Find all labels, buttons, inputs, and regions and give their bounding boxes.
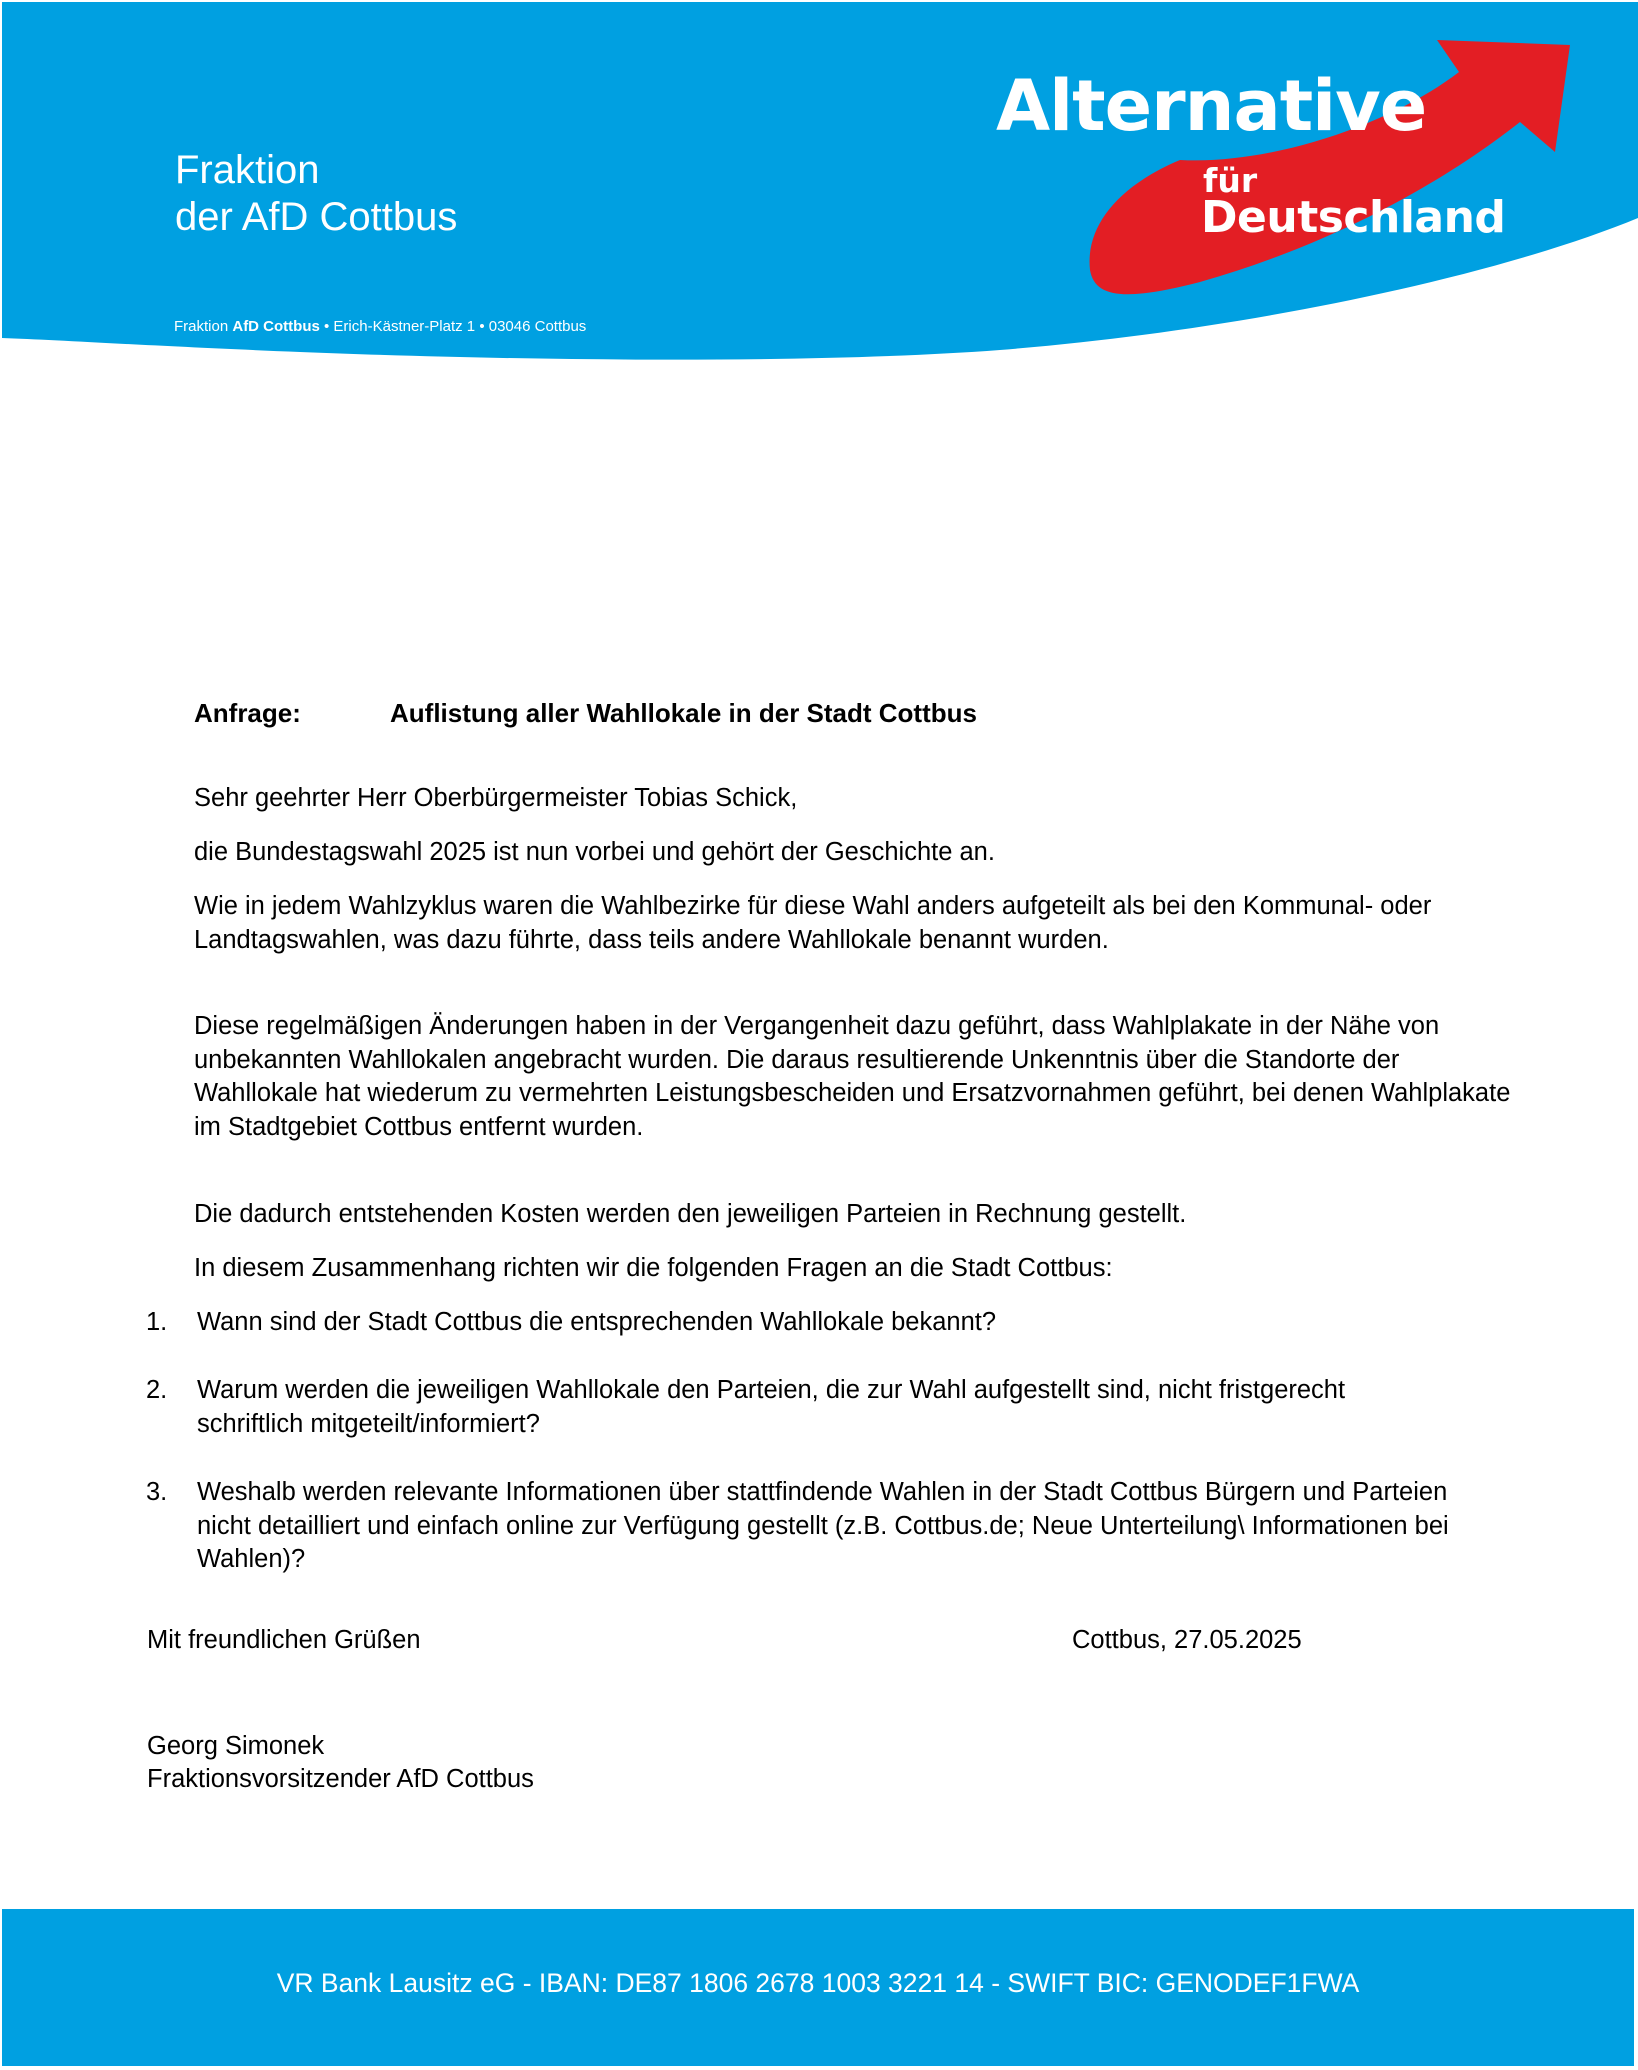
logo-word-fuer: für	[1203, 161, 1258, 200]
logo-word-alternative: Alternative	[996, 65, 1427, 147]
header-address	[174, 318, 586, 335]
signer-name: Georg Simonek	[147, 1732, 325, 1760]
question-1-text: Wann sind der Stadt Cottbus die entsprechenden Wahllokale bekannt?	[197, 1308, 997, 1336]
question-3-number: 3.	[146, 1478, 168, 1506]
footer-band	[2, 1909, 1634, 2066]
address-prefix: Fraktion	[174, 318, 233, 335]
paragraph-5: In diesem Zusammenhang richten wir die folgenden Fragen an die Stadt Cottbus:	[194, 1254, 1113, 1282]
paragraph-2: Wie in jedem Wahlzyklus waren die Wahlbezirke für diese Wahl anders aufgeteilt als bei den Kommunal- oder Landtagswahlen, was dazu führte, dass teils andere Wahllokale benannt wurden.	[194, 892, 1432, 954]
paragraph-3: Diese regelmäßigen Änderungen haben in der Vergangenheit dazu geführt, dass Wahlplakate in der Nähe von unbekannten Wahllokalen angebracht wurden. Die daraus resultierende Unkenntnis über die Standorte der Wahllokale hat wiederum zu vermehrten Leistungsbescheiden und Ersatzvornahmen geführt, bei denen Wahlplakate im Stadtgebiet Cottbus entfernt wurden.	[194, 1012, 1511, 1141]
subject-title: Auflistung aller Wahllokale in der Stadt Cottbus	[390, 698, 977, 728]
paragraph-1: die Bundestagswahl 2025 ist nun vorbei und gehört der Geschichte an.	[194, 838, 995, 866]
place-date: Cottbus, 27.05.2025	[1072, 1626, 1302, 1654]
signer-title: Fraktionsvorsitzender AfD Cottbus	[147, 1765, 534, 1793]
question-2-number: 2.	[146, 1376, 168, 1404]
closing-greeting: Mit freundlichen Grüßen	[147, 1626, 421, 1654]
address-bold: AfD Cottbus	[232, 318, 320, 335]
logo-word-deutschland: Deutschland	[1201, 192, 1506, 243]
subject-label: Anfrage:	[194, 698, 301, 728]
salutation: Sehr geehrter Herr Oberbürgermeister Tobias Schick,	[194, 784, 798, 812]
header-title-line1: Fraktion	[175, 148, 320, 192]
question-3-text: Weshalb werden relevante Informationen über stattfindende Wahlen in der Stadt Cottbus Bürgern und Parteien nicht detailliert und einfach online zur Verfügung gestellt (z.B. Cottbus.de; Neue Unterteilung\ Informationen bei Wahlen)?	[197, 1478, 1449, 1573]
address-rest: • Erich-Kästner-Platz 1 • 03046 Cottbus	[319, 318, 587, 335]
header-title-line2: der AfD Cottbus	[175, 195, 458, 239]
paragraph-4: Die dadurch entstehenden Kosten werden den jeweiligen Parteien in Rechnung gestellt.	[194, 1200, 1187, 1228]
footer-bank-info: VR Bank Lausitz eG - IBAN: DE87 1806 2678 1003 3221 14 - SWIFT BIC: GENODEF1FWA	[276, 1968, 1360, 1998]
question-1-number: 1.	[146, 1308, 168, 1336]
question-2-text: Warum werden die jeweiligen Wahllokale den Parteien, die zur Wahl aufgestellt sind, nicht fristgerecht schriftlich mitgeteilt/informiert?	[197, 1376, 1346, 1438]
